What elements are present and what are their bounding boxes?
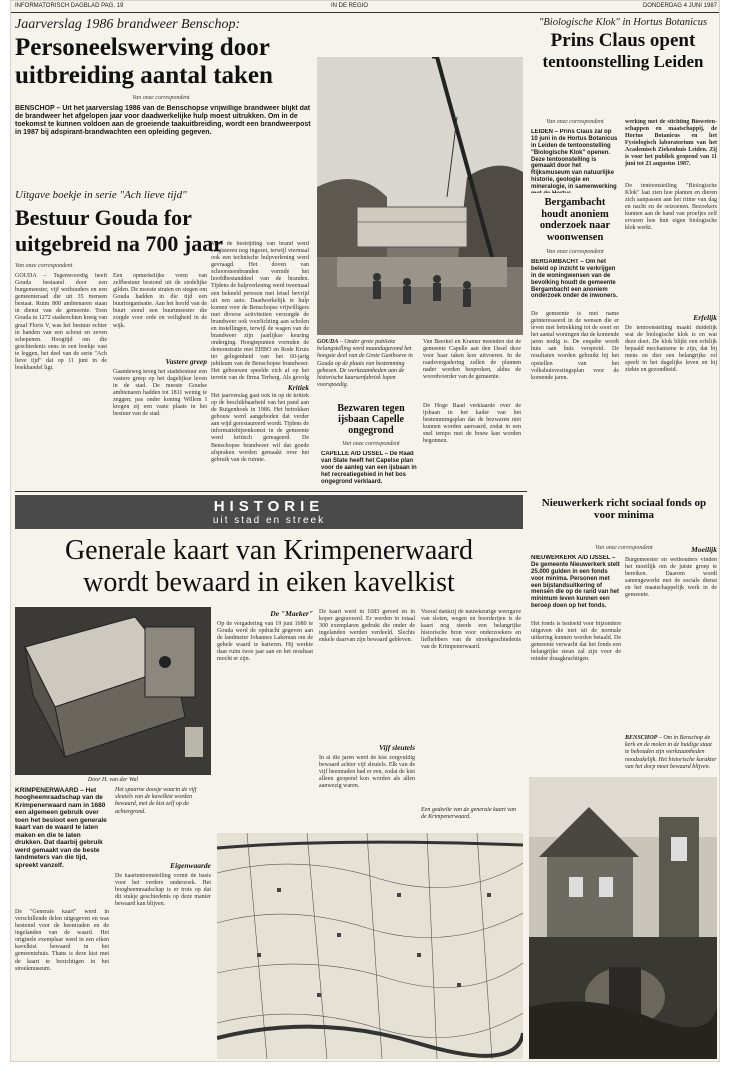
nieuwerkerk-body: Het fonds is bedoeld voor bijzondere uitgaven die niet uit de normale uitkering kunnen worden betaald. De gemeente verwacht dat het fonds een belangrijke steun zal zijn voor de minder draagkrachtigen. <box>531 621 621 663</box>
masthead-left: INFORMATORISCH DAGBLAD PAG. 19 <box>15 3 124 9</box>
gouda-col2b: Gaandeweg kreeg het stadsbestuur een vastere greep op het dagelijkse leven in de stad. De meeste Goudse ambtenaren hadden tot 1811 weinig te zeggen; pas onder koning Willem I kregen zij een vaste plaats in het bestuur van de stad. <box>113 369 207 418</box>
krimpen-subhead-1: De "Maeker" <box>270 609 313 618</box>
ijsbaan-byline: Van onze correspondent <box>342 441 400 447</box>
gouda-byline: Van onze correspondent <box>15 263 73 269</box>
article1-lead: BENSCHOP – Uit het jaarverslag 1986 van de Benschopse vrijwillige brandweer blijkt dat de brandweer het afgelopen jaar voor daadwerkelijke hulp moest uitrukken. Om in de toekomst te kunnen voldoen aan de groeiende taakuitbreiding, wordt een brandweerpost in 1987 bij adspirant-brandwachten een opleiding gegeven. <box>15 105 311 137</box>
article1-headline-2: uitbreiding aantal taken <box>15 62 273 89</box>
generale-kaart-illustration <box>217 833 523 1059</box>
map-krimpenerwaard <box>217 833 523 1059</box>
masthead-right: DONDERDAG 4 JUNI 1987 <box>642 3 717 9</box>
kritiek-body: Het jaarverslag gaat ook in op de kritiek op de beschikbaarheid van het pand aan de Ruigenhoek in 1986. Het betrokken gebouw werd aangeboden dat verder aan wijd gerestaureerd wordt. Tijdens de informatiebijeenkomst in de gemeente werd kritisch gereageerd. De Benschopse brandweer wil dat goede afspraken worden gemaakt over het gebruik van de ruimte. <box>211 393 309 463</box>
gouda-kicker: Uitgave boekje in serie "Ach lieve tijd" <box>15 189 187 201</box>
gouda-headline-2: uitgebreid na 700 jaar <box>15 231 223 256</box>
photo1-caption: GOUDA – Onder grote publieke belangstelling werd maandagavond het hoogste deel van de Grote Gasthoeve in Gouda op de plaats van bestemming gehesen. De werkzaamheden aan de historische kaarsenfabriek lopen voorspoedig. <box>317 339 413 389</box>
bergambacht-headline: Bergambacht houdt anoniem onderzoek naar woonwensen <box>539 197 611 243</box>
section-rule <box>15 491 527 492</box>
prins-kicker: "Biologische Klok" in Hortus Botanicus <box>538 17 708 28</box>
krimpen-lead: KRIMPENERWAARD – Het hoogheemraadschap van de Krimpenerwaard nam in 1680 een algemeen gebruik over toen het besloot een generale kaart van de waard te laten maken en die te laten drukken. Dat daarbij gebruik werd gemaakt van de beste landmeters van die tijd, spreekt vanzelf. <box>15 787 107 869</box>
prins-subhead: Erfelijk <box>693 313 717 322</box>
bergambacht-body: De gemeente is met name geïnteresseerd in de wensen die er leven met betrekking tot de soort en het aantal woningen dat de komende jaren nodig is. De enquête wordt huis aan huis verspreid. De resultaten worden gebruikt bij het opstellen van het volkshuisvestingsplan voor de komende jaren. <box>531 311 619 381</box>
prins-byline: Van onze correspondent <box>546 119 604 125</box>
krimpen-headline-1: Generale kaart van Krimpenerwaard <box>64 535 474 566</box>
gouda-headline-1: Bestuur Gouda for <box>15 205 192 230</box>
photo1-caption-text: Onder grote publieke belangstelling werd maandagavond het hoogste deel van de Grote Gasthoeve in Gouda op de plaats van bestemming gehesen. De werkzaamheden aan de historische kaarsenfabriek lopen voorspoedig. <box>317 339 413 389</box>
gouda-body: GOUDA – Tegenwoordig heeft Gouda bestaand door een burgemeester, vijf wethouders en een gemeenteraad die uit 35 mensen bestaat. Ruim 800 ambtenaren staan in dienst van de gemeente. Toen Gouda in 1272 stadsrechten kreeg van graaf Floris V, was het bestuur echter in handen van een schout en zeven schepenen. Hoogtijd om die geschiedenis eens in een boekje vast te leggen, het deel van de serie "Ach lieve tijd" dat op 11 juni in de boekhandel ligt. <box>15 273 107 372</box>
krimpen-col2b: De kaartentoonstelling vormt de basis voor het verdere onderzoek. Het hoogheemraadschap is er trots op dat dit stukje geschiedenis op deze manier bewaard kan blijven. <box>115 873 211 908</box>
bergambacht-lead: BERGAMBACHT – Om het beleid op inzicht te verkrijgen in de woningwensen van de bevolking houdt de gemeente Bergambacht een anoniem onderzoek onder de inwoners. <box>531 259 618 300</box>
benschop-caption-lead: BENSCHOP <box>625 735 658 741</box>
krimpen-photo-caption: Het spaarne doosje waarin de vijf sleutels van de kavelkist worden bewaard, met de kist zelf op de achtergrond. <box>115 787 197 815</box>
historie-title: HISTORIE <box>213 498 325 515</box>
krimpen-col3: De kaart werd in 1683 gereed en in koper gegraveerd. Er werden in totaal 300 exemplaren gedrukt die onder de ingelanden werden verdeeld. Slechts enkele daarvan zijn bewaard gebleven. <box>319 609 415 644</box>
nieuwerkerk-subhead: Moeilijk <box>691 545 717 554</box>
ijsbaan-lead: CAPELLE A/D IJSSEL – De Raad van State heeft het Capelse plan voor de aanleg van een ijsbaan in het recreatiegebied in het bos ongegrond verklaard. <box>321 451 417 485</box>
article1-body: Voor de bestrijding van brand werd eergisteren nog ingezet, terwijl viermaal ook een technische hulpverlening werd gevraagd. Het doven van schoorsteenbranden vormde het hoofdbestanddeel van de branden. Tijdens de hulpverlening werd tweemaal een bekneld persoon met letsel bevrijd uit een auto. Daadwerkelijk te hulp komen voor de Benschopse vrijwilligers met diverse activiteiten verzorgde de brandweer ook voorlichting aan scholen en instellingen, terwijl de wagen van de brandweer zijn jaarlijkse keuring onderging. Hoogtepunten vormden de demonstratie met EHBO en Rode Kruis ter gelegenheid van het 60-jarig jubileum van de Benschopse brandweer. Het gebouwen speelde zich af op het terrein van de firma Terberg. Als gevolg <box>211 241 309 381</box>
benschop-caption: BENSCHOP – Om in Benschop de kerk en de molen in de huidige staat te behouden zijn werkzaamheden noodzakelijk. Het historische karakter van het dorp moet bewaard blijven. <box>625 735 717 770</box>
krimpen-headline-2: wordt bewaard in eiken kavelkist <box>83 567 455 598</box>
benschop-caption-text: Om in Benschop de kerk en de molen in de huidige staat te behouden zijn werkzaamheden noodzakelijk. Het historische karakter van het dorp moet bewaard blijven. <box>625 735 717 770</box>
prins-col2b: De tentoonstelling "Biologische Klok" laat zien hoe planten en dieren zich aanpassen aan het ritme van dag en nacht en de seizoenen. Bezoekers kunnen aan de hand van proefjes zelf ervaren hoe hun eigen biologische klok werkt. <box>625 183 717 232</box>
masthead <box>11 1 720 13</box>
gasthoeve-body: Van Beerkel en Kramer meenden dat de gemeente Capelle aan den IJssel deze voor haar taken kon uitvoeren. In de raadsvergadering zullen de plannen nader worden besproken, aldus de woordvoerder van de gemeente. <box>423 339 521 381</box>
photo-benschop <box>529 777 717 1059</box>
crane-scene-illustration <box>317 57 523 335</box>
kritiek-subhead: Kritiek <box>287 383 309 392</box>
benschop-village-illustration <box>529 777 717 1059</box>
kavelkist-illustration <box>15 607 211 775</box>
gouda-col2: Een opmerkelijke vorm van zelfbestuur bestond uit de stedelijke gilden. De meeste straten en stegen om Gouda hadden in die tijd een buurtorganisatie. Aan het hoofd van de buurt stond een buurtmeester die zorgde voor orde en veiligheid in de wijk. <box>113 273 207 329</box>
ijsbaan-body: De Hoge Raad verklaarde over de ijsbaan in het kader van het bestemmingsplan dat de bezwaren niet kunnen worden aanvaard, zodat in een snel tempo met de bouw kan worden begonnen. <box>423 403 521 445</box>
gouda-subhead: Vastere greep <box>165 357 207 366</box>
article1-kicker: Jaarverslag 1986 brandweer Benschop: <box>15 17 241 32</box>
prins-col2c: De tentoonstelling maakt duidelijk wat de biologische klok is en wat deze doet. De klok blijkt een erfelijk bepaald mechanisme te zijn, dat bij mens en dier een belangrijke rol speelt in het dagelijks leven en bij ziekte en gezondheid. <box>625 325 717 374</box>
nieuwerkerk-byline: Van onze correspondent <box>595 545 653 551</box>
krimpen-col2: Op de vergadering van 19 juni 1680 te Gouda werd de opdracht gegeven aan de landmeter Johannes Lakeman om de gehele waard te karteren. Hij werkte daar ruim twee jaar aan en het resultaat mocht er zijn. <box>217 621 313 663</box>
historie-banner <box>15 495 523 529</box>
prins-headline-2: tentoonstelling Leiden <box>542 52 704 71</box>
nieuwerkerk-body2: Burgemeester en wethouders vinden het moeilijk om de juiste groep te bereiken. Daarom wordt samengewerkt met de sociale dienst en het maatschappelijk werk in de gemeente. <box>625 557 717 599</box>
article1-headline-1: Personeelswerving door <box>15 34 270 61</box>
krimpen-col4: Vooral dankzij de nauwkeurige weergave van sloten, wegen en boerderijen is de kaart nog steeds een belangrijke historische bron voor onderzoekers en liefhebbers van de streekgeschiedenis van de Krimpenerwaard. <box>421 609 521 651</box>
bergambacht-byline: Van onze correspondent <box>546 249 604 255</box>
prins-col2: werking met de stichting Bioweten-schappen en maatschappij, de Hortus Botanicus en het Fysiologisch laboratorium van het Academisch Ziekenhuis Leiden. Zij is voor het publiek geopend van 11 juni tot 23 augustus 1987. <box>625 119 717 168</box>
prins-lead: LEIDEN – Prins Claus zal op 10 juni in de Hortus Botanicus in Leiden de tentoonstelling "Biologische Klok" openen. Deze tentoonstelling is gemaakt door het Rijksmuseum van natuurlijke historie, geologie en mineralogie, in samenwerking <box>531 129 618 191</box>
historie-subtitle: uit stad en streek <box>212 515 326 526</box>
article1-byline: Van onze correspondent <box>132 95 190 101</box>
photo-kavelkist <box>15 607 211 775</box>
krimpen-subhead-3: Eigenwaarde <box>170 861 211 870</box>
nieuwerkerk-headline: Nieuwerkerk richt sociaal fonds op voor minima <box>541 497 707 522</box>
krimpen-photo-credit: Door H. van der Wal <box>87 777 139 783</box>
photo1-caption-lead: GOUDA <box>317 339 339 345</box>
photo-crane <box>317 57 523 335</box>
krimpen-col3b: In al die jaren werd de kist zorgvuldig bewaard achter vijf sleutels. Elk van de vijf heemraden had er een, zodat de kist alleen geopend kon worden als allen aanwezig waren. <box>319 755 415 790</box>
krimpen-map-caption: Een gedeelte van de generale kaart van de Krimpenerwaard. <box>421 807 516 821</box>
newspaper-page <box>10 0 720 1062</box>
nieuwerkerk-lead: NIEUWERKERK A/D IJSSEL – De gemeente Nieuwerkerk stelt 25.000 gulden in een fonds voor minima. Personen met een bijstandsuitkering of mensen die op de rand van het minimum leven kunnen een beroep doen op het fonds. <box>531 555 620 610</box>
krimpen-subhead-2: Vijf sleutels <box>378 743 415 752</box>
prins-headline-1: Prins Claus opent <box>550 30 696 51</box>
ijsbaan-headline: Bezwaren tegen ijsbaan Capelle ongegrond <box>337 403 405 436</box>
krimpen-body: De "Generale kaart" werd in verschillende delen uitgegeven en was bestemd voor de heemraden en de ingelanden van de waard. Het originele exemplaar werd in een eiken kavelkist bewaard in het gemeentehuis. Thans is deze kist met de kaart te bezichtigen in het streekmuseum. <box>15 909 109 972</box>
masthead-center: IN DE REGIO <box>331 3 369 9</box>
